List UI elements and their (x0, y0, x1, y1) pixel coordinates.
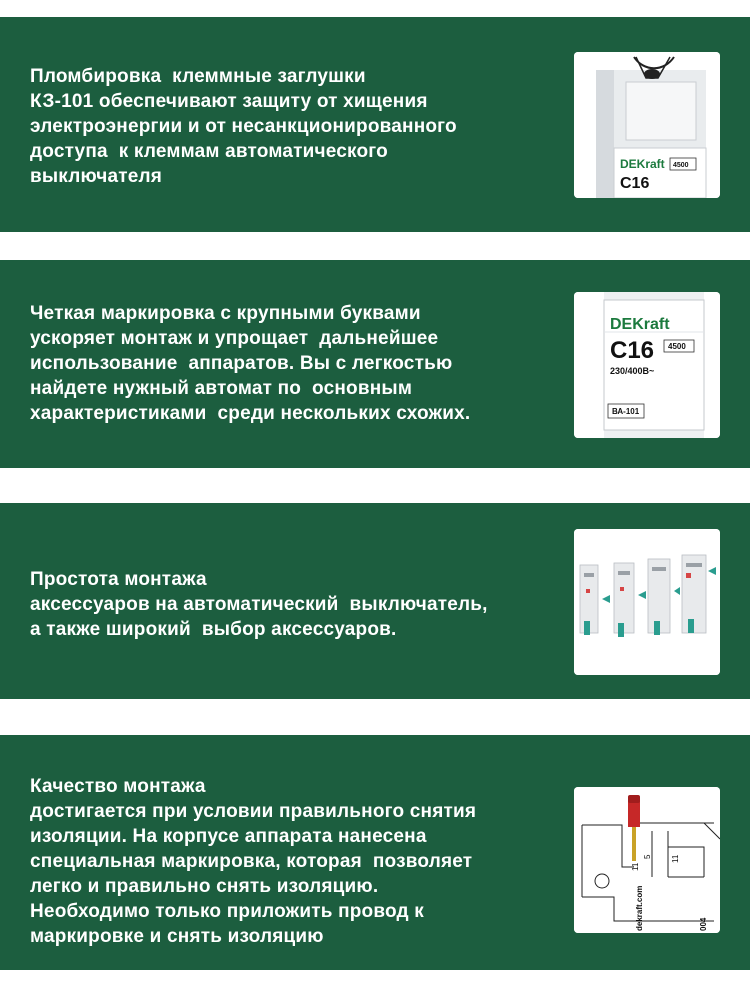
rating-label: C16 (610, 337, 655, 364)
feature-block-marking (0, 260, 750, 468)
brand-label: DEKraft (610, 316, 670, 333)
text-line: аксессуаров на автоматический выключатель, (30, 594, 488, 615)
text-line: ускоряет монтаж и упрощает дальнейшее (30, 328, 439, 349)
text-line: электроэнергии и от несанкционированного (30, 116, 457, 137)
gauge-mark: 5 (643, 854, 652, 859)
capacity-label: 4500 (673, 162, 689, 169)
capacity-label: 4500 (668, 342, 686, 351)
feature-text (30, 774, 476, 949)
sealed-breaker-image (574, 52, 720, 198)
text-line: маркировке и снять изоляцию (30, 926, 324, 947)
text-line: использование аппаратов. Вы с легкостью (30, 353, 453, 374)
breaker-label-image (574, 292, 720, 438)
text-line: характеристиками среди нескольких схожих. (30, 403, 471, 424)
code-label: 004 (699, 917, 708, 931)
accessories-icon (574, 529, 720, 675)
feature-text (30, 567, 488, 642)
accessories-image (574, 529, 720, 675)
sealed-breaker-icon (574, 52, 720, 198)
text-line: а также широкий выбор аксессуаров. (30, 619, 397, 640)
feature-block-accessories (0, 503, 750, 699)
text-line: Необходимо только приложить провод к (30, 901, 424, 922)
feature-block-stripping (0, 735, 750, 970)
text-line: специальная маркировка, которая позволяет (30, 851, 473, 872)
strip-gauge-icon (574, 787, 720, 933)
site-label: dekraft.com (635, 885, 644, 931)
model-label: ВА-101 (612, 407, 640, 416)
feature-block-sealing (0, 17, 750, 232)
breaker-label-icon (574, 292, 720, 438)
strip-gauge-image (574, 787, 720, 933)
text-line: Пломбировка клеммные заглушки (30, 66, 366, 87)
text-line: КЗ-101 обеспечивают защиту от хищения (30, 91, 428, 112)
voltage-label: 230/400В~ (610, 366, 655, 376)
text-line: Качество монтажа (30, 776, 206, 797)
gauge-mark: 11 (631, 862, 640, 871)
text-line: изоляции. На корпусе аппарата нанесена (30, 826, 427, 847)
brand-label: DEKraft (620, 157, 665, 171)
text-line: Четкая маркировка с крупными буквами (30, 303, 421, 324)
feature-text (30, 64, 457, 189)
text-line: найдете нужный автомат по основным (30, 378, 413, 399)
text-line: доступа к клеммам автоматического (30, 141, 388, 162)
text-line: Простота монтажа (30, 569, 207, 590)
feature-text (30, 301, 470, 426)
gauge-mark: 11 (671, 854, 680, 863)
text-line: легко и правильно снять изоляцию. (30, 876, 379, 897)
text-line: выключателя (30, 166, 163, 187)
rating-label: C16 (620, 175, 650, 192)
text-line: достигается при условии правильного снятия (30, 801, 477, 822)
